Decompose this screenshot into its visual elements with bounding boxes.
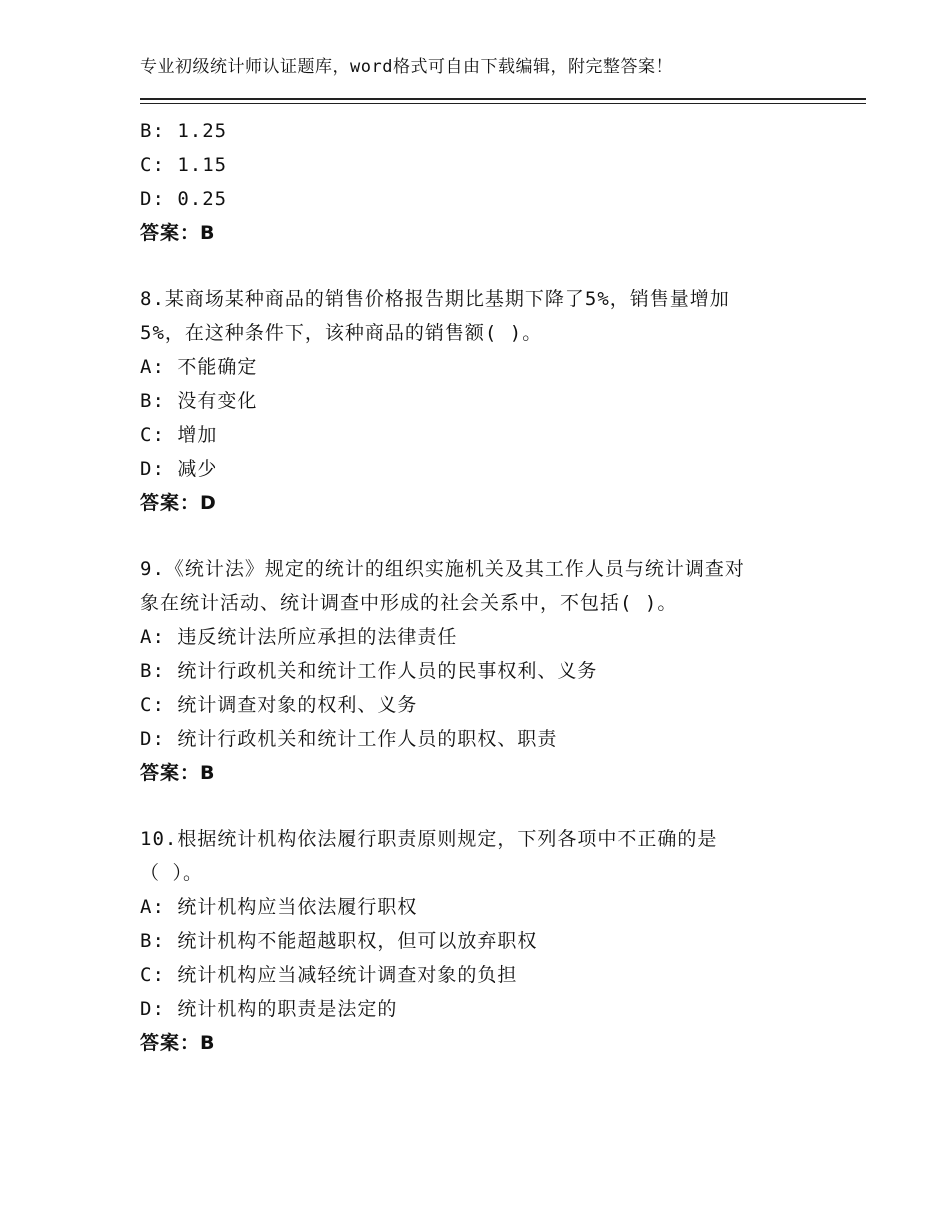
- option-a: A: 违反统计法所应承担的法律责任: [140, 626, 458, 648]
- option-c: C: 统计机构应当减轻统计调查对象的负担: [140, 964, 518, 986]
- stem-line: 8.某商场某种商品的销售价格报告期比基期下降了5%，销售量增加: [140, 288, 730, 310]
- answer: 答案：B: [140, 222, 216, 244]
- question-9: [140, 552, 810, 790]
- stem-line: 10.根据统计机构依法履行职责原则规定，下列各项中不正确的是: [140, 828, 718, 850]
- option-d: D: 统计机构的职责是法定的: [140, 998, 398, 1020]
- question-stem: [140, 822, 810, 890]
- option-b: B: 统计行政机关和统计工作人员的民事权利、义务: [140, 660, 598, 682]
- answer: 答案：B: [140, 1032, 216, 1054]
- option-d: D: 减少: [140, 458, 218, 480]
- stem-line: 5%，在这种条件下，该种商品的销售额( )。: [140, 322, 543, 344]
- question-stem: [140, 282, 810, 350]
- document-body: [140, 114, 810, 1060]
- option-c: C: 增加: [140, 424, 218, 446]
- header-rule-thick: [140, 98, 866, 100]
- question-7-tail: [140, 114, 810, 250]
- stem-line: （ ）。: [140, 862, 203, 884]
- question-stem: [140, 552, 810, 620]
- option-d: D: 统计行政机关和统计工作人员的职权、职责: [140, 728, 558, 750]
- option-a: A: 不能确定: [140, 356, 258, 378]
- option-d: D: 0.25: [140, 188, 228, 210]
- question-8: [140, 282, 810, 520]
- page-header: 专业初级统计师认证题库，word格式可自由下载编辑，附完整答案！: [140, 57, 673, 77]
- option-a: A: 统计机构应当依法履行职权: [140, 896, 418, 918]
- option-c: C: 1.15: [140, 154, 228, 176]
- option-b: B: 没有变化: [140, 390, 258, 412]
- option-b: B: 统计机构不能超越职权，但可以放弃职权: [140, 930, 538, 952]
- stem-line: 9.《统计法》规定的统计的组织实施机关及其工作人员与统计调查对: [140, 558, 745, 580]
- question-10: [140, 822, 810, 1060]
- stem-line: 象在统计活动、统计调查中形成的社会关系中，不包括( )。: [140, 592, 678, 614]
- option-b: B: 1.25: [140, 120, 228, 142]
- option-c: C: 统计调查对象的权利、义务: [140, 694, 418, 716]
- answer: 答案：B: [140, 762, 216, 784]
- header-rule-thin: [140, 103, 866, 104]
- answer: 答案：D: [140, 492, 217, 514]
